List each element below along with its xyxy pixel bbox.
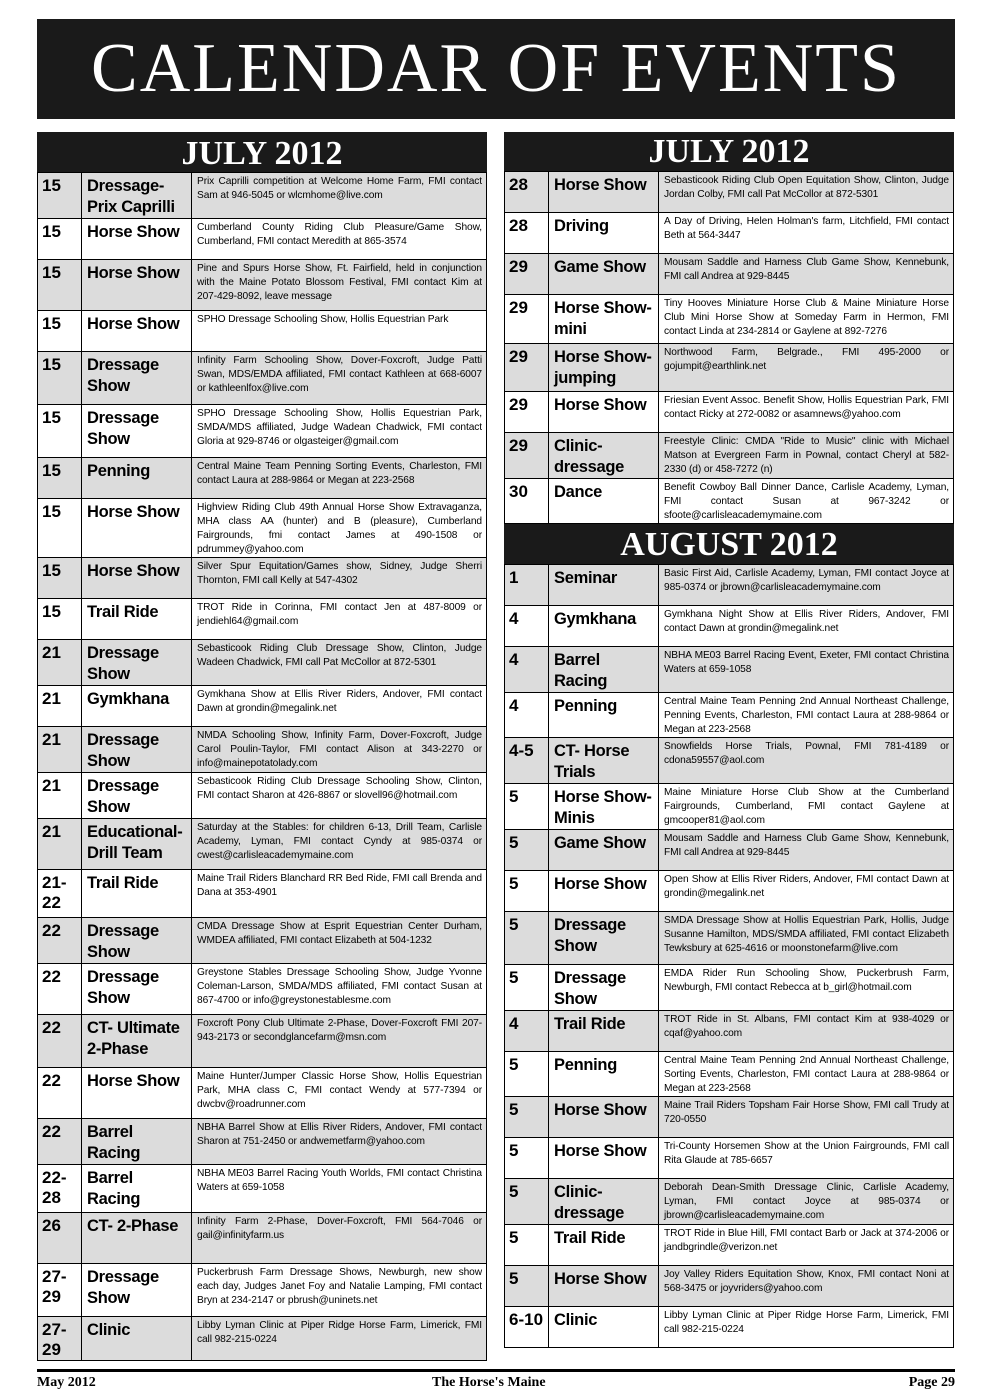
event-date: 5 <box>505 784 549 830</box>
event-date: 15 <box>38 219 82 260</box>
event-row <box>38 173 487 219</box>
event-type: Trail Ride <box>82 870 192 918</box>
event-type: Horse Show <box>82 499 192 558</box>
event-details: Infinity Farm 2-Phase, Dover-Foxcroft, FMI 564-7046 or gail@infinityfarm.us <box>192 1213 487 1264</box>
event-date: 15 <box>38 558 82 599</box>
event-date: 15 <box>38 352 82 405</box>
event-details: Sebasticook Riding Club Open Equitation Show, Clinton, Judge Jordan Colby, FMI call Pat McCollor at 872-5301 <box>659 172 954 213</box>
event-details: Sebasticook Riding Club Dressage Schooling Show, Clinton, FMI contact Sharon at 426-8867 or slovell96@hotmail.com <box>192 773 487 819</box>
event-type: Gymkhana <box>82 686 192 727</box>
event-date: 4 <box>505 606 549 647</box>
event-details: Maine Miniature Horse Club Show at the Cumberland Fairgrounds, Cumberland, FMI contact Gaylene at gmcooper81@aol.com <box>659 784 954 830</box>
event-row <box>505 1052 954 1097</box>
event-type: Horse Show <box>549 1266 659 1307</box>
events-table <box>504 171 954 524</box>
event-details: Freestyle Clinic: CMDA "Ride to Music" clinic with Michael Matson at Evergreen Farm in Pownal, contact Cheryl at 582-2330 (d) or 458-7272 (n) <box>659 433 954 479</box>
event-details: TROT Ride in St. Albans, FMI contact Kim at 938-4029 or cqaf@yahoo.com <box>659 1011 954 1052</box>
event-row <box>505 1138 954 1179</box>
event-type: Dressage Show <box>82 964 192 1015</box>
july-column-left <box>37 132 487 1361</box>
event-details: Friesian Event Assoc. Benefit Show, Hollis Equestrian Park, FMI contact Ricky at 272-0082 or asamnews@yahoo.com <box>659 392 954 433</box>
event-details: Pine and Spurs Horse Show, Ft. Fairfield, held in conjunction with the Maine Potato Blossom Festival, FMI contact Kim at 207-429-8092, leave message <box>192 260 487 311</box>
event-date: 21 <box>38 727 82 773</box>
event-details: Foxcroft Pony Club Ultimate 2-Phase, Dover-Foxcroft FMI 207-943-2173 or secondglancefarm@msn.com <box>192 1015 487 1068</box>
event-date: 5 <box>505 1138 549 1179</box>
event-details: Mousam Saddle and Harness Club Game Show, Kennebunk, FMI call Andrea at 929-8445 <box>659 254 954 295</box>
event-date: 21 <box>38 819 82 870</box>
event-date: 27-29 <box>38 1264 82 1317</box>
event-type: Clinic <box>549 1307 659 1348</box>
event-row <box>505 871 954 912</box>
event-row <box>505 693 954 738</box>
event-type: Horse Show <box>549 1097 659 1138</box>
event-date: 15 <box>38 599 82 640</box>
event-date: 4 <box>505 647 549 693</box>
event-row <box>505 647 954 693</box>
event-details: Tri-County Horsemen Show at the Union Fairgrounds, FMI call Rita Glaude at 785-6657 <box>659 1138 954 1179</box>
event-row <box>505 738 954 784</box>
event-type: Horse Show <box>549 392 659 433</box>
event-details: TROT Ride in Corinna, FMI contact Jen at 487-8009 or jendiehl64@gmail.com <box>192 599 487 640</box>
event-row <box>38 727 487 773</box>
month-heading: JULY 2012 <box>37 132 487 172</box>
event-details: NMDA Schooling Show, Infinity Farm, Dover-Foxcroft, Judge Carol Poulin-Taylor, FMI contact Alison at 343-2270 or info@mainepotatolady.com <box>192 727 487 773</box>
event-type: Dressage Show <box>82 773 192 819</box>
event-type: Barrel Racing <box>549 647 659 693</box>
event-details: Deborah Dean-Smith Dressage Clinic, Carlisle Academy, Lyman, FMI contact Joyce at 985-0374 or jbrown@carlisleacademymaine.com <box>659 1179 954 1225</box>
event-row <box>38 918 487 964</box>
event-date: 28 <box>505 172 549 213</box>
event-type: Game Show <box>549 830 659 871</box>
event-date: 5 <box>505 871 549 912</box>
event-row <box>505 295 954 344</box>
event-details: Greystone Stables Dressage Schooling Show, Judge Yvonne Coleman-Larson, SMDA/MDS affiliated, FMI contact Susan at 867-4700 or info@greystonestablesme.com <box>192 964 487 1015</box>
event-row <box>505 1307 954 1348</box>
event-row <box>38 686 487 727</box>
event-row <box>505 1011 954 1052</box>
event-row <box>505 912 954 965</box>
event-row <box>38 1015 487 1068</box>
event-type: CT- Ultimate 2-Phase <box>82 1015 192 1068</box>
event-row <box>38 260 487 311</box>
event-row <box>505 172 954 213</box>
event-details: SPHO Dressage Schooling Show, Hollis Equestrian Park <box>192 311 487 352</box>
event-row <box>505 784 954 830</box>
event-type: Trail Ride <box>549 1225 659 1266</box>
page-title: CALENDAR OF EVENTS <box>37 19 955 119</box>
event-details: Central Maine Team Penning 2nd Annual Northeast Challenge, Sorting Events, Charleston, FMI contact Laura at 288-9864 or Megan at 223-2568 <box>659 1052 954 1097</box>
event-details: Cumberland County Riding Club Pleasure/Game Show, Cumberland, FMI contact Meredith at 865-3574 <box>192 219 487 260</box>
footer-rule <box>37 1369 955 1372</box>
event-type: Horse Show- Minis <box>549 784 659 830</box>
event-row <box>505 479 954 524</box>
event-row <box>38 870 487 918</box>
event-date: 4 <box>505 1011 549 1052</box>
event-row <box>505 1266 954 1307</box>
event-type: Horse Show <box>82 260 192 311</box>
event-row <box>505 344 954 392</box>
event-row <box>38 1213 487 1264</box>
event-type: Gymkhana <box>549 606 659 647</box>
event-date: 29 <box>505 392 549 433</box>
event-row <box>38 1165 487 1213</box>
event-type: Horse Show- mini <box>549 295 659 344</box>
events-table <box>504 564 954 1348</box>
event-type: Driving <box>549 213 659 254</box>
event-details: Open Show at Ellis River Riders, Andover, FMI contact Dawn at grondin@megalink.net <box>659 871 954 912</box>
event-date: 29 <box>505 254 549 295</box>
event-type: Dressage Show <box>82 918 192 964</box>
event-details: SMDA Dressage Show at Hollis Equestrian Park, Hollis, Judge Susanne Hamilton, MDS/SMDA affiliated, FMI contact Elizabeth Tewksbury at 625-4616 or moonstonefarm@live.com <box>659 912 954 965</box>
event-row <box>38 352 487 405</box>
event-details: EMDA Rider Run Schooling Show, Puckerbrush Farm, Newburgh, FMI contact Rebecca at b_girl@hotmail.com <box>659 965 954 1011</box>
event-type: Dressage Show <box>82 727 192 773</box>
event-date: 22 <box>38 1015 82 1068</box>
events-table <box>37 172 487 1361</box>
event-details: Puckerbrush Farm Dressage Shows, Newburgh, new show each day, Judges Janet Foy and Natalie Lamping, FMI contact Bryn at 234-2147 or pbrush@uninets.net <box>192 1264 487 1317</box>
event-details: Tiny Hooves Miniature Horse Club & Maine Miniature Horse Club Mini Horse Show at Someday Farm in Hermon, FMI contact Linda at 234-2814 or Gaylene at 892-7276 <box>659 295 954 344</box>
event-row <box>505 830 954 871</box>
event-type: Clinic- dressage <box>549 1179 659 1225</box>
event-row <box>505 565 954 606</box>
event-row <box>38 964 487 1015</box>
event-row <box>505 965 954 1011</box>
event-date: 28 <box>505 213 549 254</box>
event-type: Horse Show- jumping <box>549 344 659 392</box>
event-details: Joy Valley Riders Equitation Show, Knox, FMI contact Noni at 568-3475 or joyvriders@yahoo.com <box>659 1266 954 1307</box>
event-row <box>505 1179 954 1225</box>
event-details: Gymkhana Show at Ellis River Riders, Andover, FMI contact Dawn at grondin@megalink.net <box>192 686 487 727</box>
event-details: SPHO Dressage Schooling Show, Hollis Equestrian Park, SMDA/MDS affiliated, Judge Wadean Chadwick, FMI contact Gloria at 929-8746 or olgasteiger@gmail.com <box>192 405 487 458</box>
event-type: Dressage Show <box>82 1264 192 1317</box>
event-details: NBHA Barrel Show at Ellis River Riders, Andover, FMI contact Sharon at 751-2450 or andwemetfarm@yahoo.com <box>192 1119 487 1165</box>
event-details: Sebasticook Riding Club Dressage Show, Clinton, Judge Wadeen Chadwick, FMI call Pat McCollor at 872-5301 <box>192 640 487 686</box>
event-type: Educational- Drill Team <box>82 819 192 870</box>
event-date: 21 <box>38 640 82 686</box>
event-type: Dressage- Prix Caprilli <box>82 173 192 219</box>
event-date: 27-29 <box>38 1317 82 1361</box>
event-details: NBHA ME03 Barrel Racing Event, Exeter, FMI contact Christina Waters at 659-1058 <box>659 647 954 693</box>
event-row <box>38 558 487 599</box>
event-type: Dressage Show <box>82 405 192 458</box>
event-type: Penning <box>549 1052 659 1097</box>
event-details: Mousam Saddle and Harness Club Game Show, Kennebunk, FMI call Andrea at 929-8445 <box>659 830 954 871</box>
event-row <box>505 1225 954 1266</box>
event-type: Dressage Show <box>549 912 659 965</box>
event-type: Horse Show <box>549 1138 659 1179</box>
event-type: Dressage Show <box>549 965 659 1011</box>
event-type: Horse Show <box>549 871 659 912</box>
event-details: Basic First Aid, Carlisle Academy, Lyman, FMI contact Joyce at 985-0374 or jbrown@carlisleacademymaine.com <box>659 565 954 606</box>
event-type: Dressage Show <box>82 352 192 405</box>
event-details: A Day of Driving, Helen Holman's farm, Litchfield, FMI contact Beth at 564-3447 <box>659 213 954 254</box>
footer-date: May 2012 <box>37 1375 96 1390</box>
event-date: 29 <box>505 295 549 344</box>
event-row <box>505 606 954 647</box>
event-row <box>38 458 487 499</box>
event-row <box>38 819 487 870</box>
event-date: 1 <box>505 565 549 606</box>
event-date: 29 <box>505 344 549 392</box>
event-details: Highview Riding Club 49th Annual Horse Show Extravaganza, MHA class AA (hunter) and B (pleasure), Cumberland Fairgrounds, fmi contact James at 490-1508 or pdrummey@yahoo.com <box>192 499 487 558</box>
event-type: Clinic <box>82 1317 192 1361</box>
event-details: Infinity Farm Schooling Show, Dover-Foxcroft, Judge Patti Swan, MDS/EMDA affiliated, FMI contact Kathleen at 668-6007 or kathleenlfox@live.com <box>192 352 487 405</box>
event-row <box>38 1119 487 1165</box>
event-row <box>505 392 954 433</box>
event-type: Trail Ride <box>549 1011 659 1052</box>
event-date: 22-28 <box>38 1165 82 1213</box>
event-type: Game Show <box>549 254 659 295</box>
event-type: CT- 2-Phase <box>82 1213 192 1264</box>
event-row <box>38 773 487 819</box>
event-date: 22 <box>38 1068 82 1119</box>
event-date: 5 <box>505 1052 549 1097</box>
event-type: Dressage Show <box>82 640 192 686</box>
event-type: Horse Show <box>82 1068 192 1119</box>
event-details: Saturday at the Stables: for children 6-13, Drill Team, Carlisle Academy, Lyman, FMI contact Cyndy at 985-0374 or cwest@carlisleacademymaine.com <box>192 819 487 870</box>
event-date: 21 <box>38 773 82 819</box>
event-date: 21 <box>38 686 82 727</box>
event-date: 15 <box>38 405 82 458</box>
event-type: Penning <box>549 693 659 738</box>
event-details: Snowfields Horse Trials, Pownal, FMI 781-4189 or cdona59557@aol.com <box>659 738 954 784</box>
event-type: Horse Show <box>82 558 192 599</box>
event-row <box>38 599 487 640</box>
event-details: Prix Caprilli competition at Welcome Home Farm, FMI contact Sam at 946-5045 or wlcmhome@live.com <box>192 173 487 219</box>
event-details: Benefit Cowboy Ball Dinner Dance, Carlisle Academy, Lyman, FMI contact Susan at 967-3242 or sfoote@carlisleacademymaine.com <box>659 479 954 524</box>
event-details: Maine Trail Riders Topsham Fair Horse Show, FMI call Trudy at 720-0550 <box>659 1097 954 1138</box>
event-date: 22 <box>38 918 82 964</box>
event-details: Maine Hunter/Jumper Classic Horse Show, Hollis Equestrian Park, MHA class C, FMI contact Wendy at 577-7394 or dwcbv@roadrunner.com <box>192 1068 487 1119</box>
event-date: 22 <box>38 964 82 1015</box>
event-type: Trail Ride <box>82 599 192 640</box>
event-row <box>38 640 487 686</box>
event-date: 15 <box>38 260 82 311</box>
event-date: 26 <box>38 1213 82 1264</box>
event-type: Penning <box>82 458 192 499</box>
event-type: Seminar <box>549 565 659 606</box>
event-details: Central Maine Team Penning 2nd Annual Northeast Challenge, Penning Events, Charleston, FMI contact Laura at 288-9864 or Megan at 223-2568 <box>659 693 954 738</box>
event-details: Northwood Farm, Belgrade., FMI 495-2000 or gojumpit@earthlink.net <box>659 344 954 392</box>
event-type: Horse Show <box>82 311 192 352</box>
event-details: Maine Trail Riders Blanchard RR Bed Ride, FMI call Brenda and Dana at 353-4901 <box>192 870 487 918</box>
event-details: NBHA ME03 Barrel Racing Youth Worlds, FMI contact Christina Waters at 659-1058 <box>192 1165 487 1213</box>
event-type: Barrel Racing <box>82 1119 192 1165</box>
event-type: Barrel Racing <box>82 1165 192 1213</box>
event-date: 21-22 <box>38 870 82 918</box>
event-type: CT- Horse Trials <box>549 738 659 784</box>
event-date: 5 <box>505 1225 549 1266</box>
footer-publication: The Horse's Maine <box>432 1375 546 1390</box>
event-date: 22 <box>38 1119 82 1165</box>
event-date: 4-5 <box>505 738 549 784</box>
event-date: 5 <box>505 1097 549 1138</box>
event-row <box>505 213 954 254</box>
event-date: 29 <box>505 433 549 479</box>
event-type: Dance <box>549 479 659 524</box>
event-date: 5 <box>505 1179 549 1225</box>
event-row <box>505 1097 954 1138</box>
event-date: 15 <box>38 458 82 499</box>
event-details: Silver Spur Equitation/Games show, Sidney, Judge Sherri Thornton, FMI call Kelly at 547-4302 <box>192 558 487 599</box>
footer-page-number: Page 29 <box>908 1375 955 1390</box>
event-date: 5 <box>505 965 549 1011</box>
event-row <box>38 499 487 558</box>
event-details: Central Maine Team Penning Sorting Events, Charleston, FMI contact Laura at 288-9864 or Megan at 223-2568 <box>192 458 487 499</box>
event-date: 15 <box>38 499 82 558</box>
event-date: 30 <box>505 479 549 524</box>
event-type: Horse Show <box>549 172 659 213</box>
event-date: 6-10 <box>505 1307 549 1348</box>
event-date: 5 <box>505 912 549 965</box>
event-row <box>38 1068 487 1119</box>
event-details: Gymkhana Night Show at Ellis River Riders, Andover, FMI contact Dawn at grondin@megalink.net <box>659 606 954 647</box>
event-row <box>38 405 487 458</box>
event-details: Libby Lyman Clinic at Piper Ridge Horse Farm, Limerick, FMI call 982-215-0224 <box>659 1307 954 1348</box>
event-details: CMDA Dressage Show at Esprit Equestrian Center Durham, WMDEA affiliated, FMI contact Elizabeth at 504-1232 <box>192 918 487 964</box>
event-row <box>38 219 487 260</box>
event-date: 15 <box>38 173 82 219</box>
event-date: 5 <box>505 1266 549 1307</box>
event-row <box>38 311 487 352</box>
event-date: 4 <box>505 693 549 738</box>
event-type: Clinic- dressage <box>549 433 659 479</box>
event-row <box>505 254 954 295</box>
month-heading: AUGUST 2012 <box>504 524 954 564</box>
event-row <box>505 433 954 479</box>
month-heading: JULY 2012 <box>504 132 954 171</box>
event-row <box>38 1264 487 1317</box>
event-details: TROT Ride in Blue Hill, FMI contact Barb or Jack at 374-2006 or jandbgrindle@verizon.net <box>659 1225 954 1266</box>
event-row <box>38 1317 487 1361</box>
event-date: 15 <box>38 311 82 352</box>
event-type: Horse Show <box>82 219 192 260</box>
july-august-column-right <box>504 132 954 1348</box>
event-date: 5 <box>505 830 549 871</box>
event-details: Libby Lyman Clinic at Piper Ridge Horse Farm, Limerick, FMI call 982-215-0224 <box>192 1317 487 1361</box>
